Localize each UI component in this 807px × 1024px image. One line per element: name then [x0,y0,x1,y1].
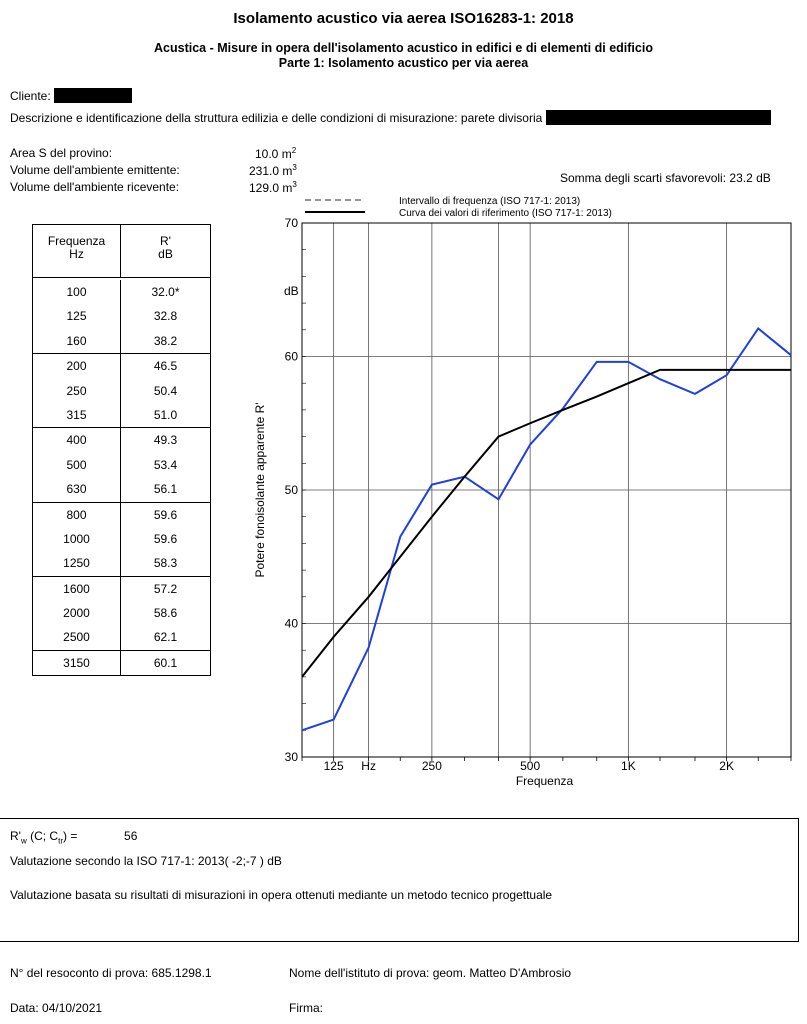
client-row [10,88,132,103]
table-row [33,280,210,304]
cell-frequency: 250 [33,379,121,403]
col-frequency-header: Frequenza Hz [33,225,121,277]
x-tick-label: 2K [719,759,734,773]
area-label: Area S del provino: [10,146,113,160]
cell-r-value: 59.6 [153,507,178,522]
table-row [33,651,210,675]
cell-frequency: 630 [33,477,121,501]
table-row [33,403,210,427]
reference-curve-line [302,370,791,677]
col-r-header: R' dB [158,234,173,261]
y-tick-label: 50 [284,483,298,497]
y-unit-label: dB [284,284,299,298]
table-row [33,527,210,551]
cell-r-value: 49.3 [153,433,178,448]
table-row [33,329,210,353]
cell-r-value: 32.0* [151,285,180,299]
x-tick-label: 1K [621,759,636,773]
basis-text: Valutazione basata su risultati di misurazioni in opera ottenuti mediante un metodo tecnico progettuale [10,888,553,902]
report-title: Isolamento acustico via aerea ISO16283-1: 2018 [233,10,574,27]
report-subtitle-1: Acustica - Misure in opera dell'isolamento acustico in edifici e di elementi di edificio [154,41,653,55]
evaluation-text: Valutazione secondo la ISO 717-1: 2013( -2;-7 ) dB [10,854,282,868]
x-tick-label: 125 [323,759,344,773]
cell-r-value: 53.4 [153,457,178,472]
table-row [33,601,210,625]
chart-series [302,328,791,730]
description-redacted [546,110,771,125]
x-tick-label: 250 [421,759,442,773]
description-label: Descrizione e identificazione della struttura edilizia e delle condizioni di misurazione: parete divisoria [10,111,543,125]
table-row [33,379,210,403]
table-group [33,651,210,675]
cell-frequency: 160 [33,329,121,353]
cell-r-value: 58.6 [153,606,178,621]
cell-frequency: 1250 [33,551,121,575]
cell-frequency: 200 [33,354,121,378]
area-value: 10.0 $m^2$ [255,146,297,161]
cell-r-value: 51.0 [153,407,178,422]
table-group [33,278,210,354]
vol-recv-label: Volume dell'ambiente ricevente: [10,180,180,194]
cell-frequency: 315 [33,403,121,427]
report-number: N° del resoconto di prova: 685.1298.1 [10,966,212,980]
institute-name: Nome dell'istituto di prova: geom. Matteo D'Ambrosio [289,966,572,980]
rw-label: $R'_w$ (C; $C_{tr}$) = [10,829,78,846]
report-subtitle-2: Parte 1: Isolamento acustico per via aerea [278,56,529,70]
chart-axes [285,216,791,773]
cell-r-value: 57.2 [153,581,178,596]
vol-emit-value: 231.0 $m^3$ [249,163,297,178]
table-row [33,577,210,601]
vol-emit-label: Volume dell'ambiente emittente: [10,163,180,177]
cell-frequency: 3150 [33,651,121,675]
cell-r-value: 56.1 [153,482,178,497]
table-group [33,577,210,651]
table-group [33,503,210,577]
cell-r-value: 50.4 [153,383,178,398]
cell-frequency: 2000 [33,601,121,625]
cell-frequency: 125 [33,304,121,328]
cell-frequency: 2500 [33,625,121,649]
y-tick-label: 40 [284,616,298,631]
table-row [33,453,210,477]
client-redacted [54,88,132,103]
y-tick-label: 60 [284,349,298,364]
table-row [33,354,210,378]
table-group [33,428,210,502]
legend-label: Curva dei valori di riferimento (ISO 717-1: 2013) [399,208,612,219]
cell-r-value: 58.3 [153,556,178,571]
cell-r-value: 60.1 [153,655,178,670]
x-axis-label: Frequenza [515,774,574,788]
cell-r-value: 38.2 [153,333,178,348]
chart-grid [302,223,791,757]
table-row [33,551,210,575]
cell-frequency: 1000 [33,527,121,551]
x-tick-label: Hz [361,759,376,773]
cell-r-value: 62.1 [153,630,178,645]
rw-row [10,829,137,845]
cell-r-value: 59.6 [153,531,178,546]
table-body [33,278,210,675]
frequency-table [32,224,211,676]
description-row [10,110,771,125]
x-tick-label: 500 [520,759,541,773]
result-box [0,818,799,942]
chart-legend [305,196,612,219]
cell-frequency: 800 [33,503,121,527]
y-tick-label: 30 [284,750,298,764]
legend-label: Intervallo di frequenza (ISO 717-1: 2013) [399,196,581,207]
sound-insulation-chart [240,190,807,800]
table-row [33,428,210,452]
y-axis-label: Potere fonoisolante apparente R' [253,402,267,578]
cell-r-value: 32.8 [153,309,178,324]
cell-frequency: 100 [33,280,121,304]
deviation-sum: Somma degli scarti sfavorevoli: 23.2 dB [560,171,771,185]
table-row [33,625,210,649]
vol-recv-value: 129.0 $m^3$ [249,180,297,195]
y-tick-label: 70 [284,216,298,230]
cell-frequency: 400 [33,428,121,452]
table-row [33,503,210,527]
table-row [33,477,210,501]
rw-value: 56 [124,829,138,843]
signature-label: Firma: [289,1001,323,1015]
table-row [33,304,210,328]
cell-r-value: 46.5 [153,359,178,374]
report-date: Data: 04/10/2021 [10,1001,103,1015]
cell-frequency: 1600 [33,577,121,601]
client-label: Cliente: [10,89,51,103]
table-header [33,225,210,278]
table-group [33,354,210,428]
measured-series-line [302,328,791,730]
cell-frequency: 500 [33,453,121,477]
